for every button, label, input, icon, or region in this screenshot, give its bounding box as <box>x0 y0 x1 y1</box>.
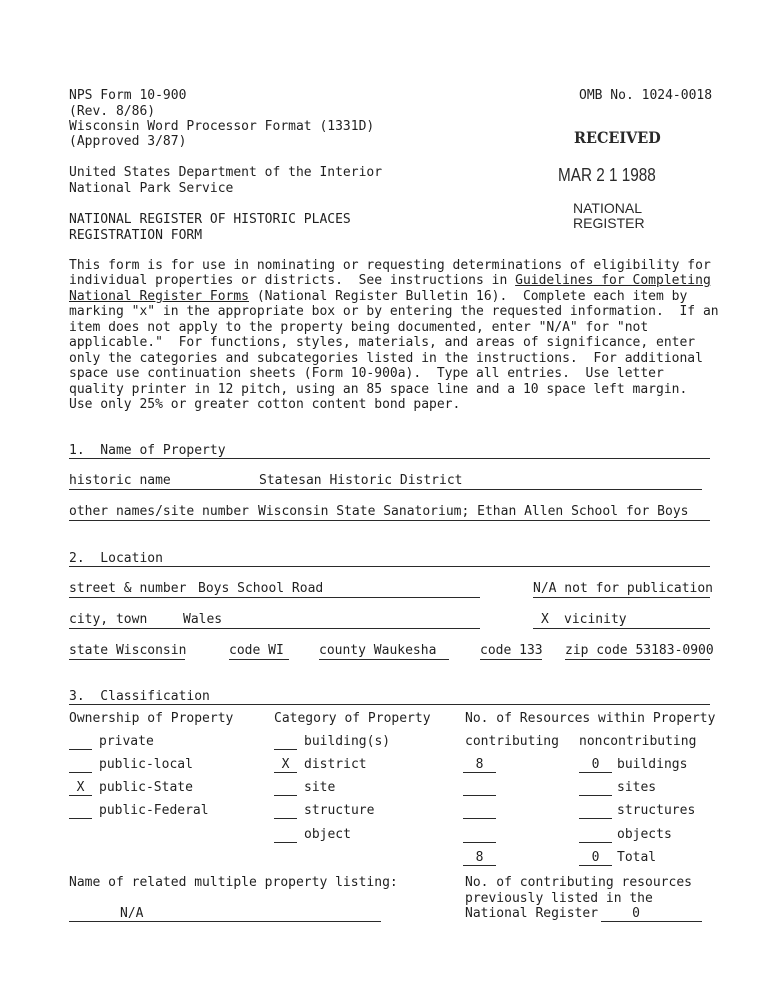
category-label: structure <box>304 803 375 818</box>
field-line <box>69 597 480 598</box>
noncontributing-count[interactable]: 0 <box>591 757 600 772</box>
resource-type-label: Total <box>617 850 657 865</box>
checkbox-line <box>274 749 297 750</box>
form-format: Wisconsin Word Processor Format (1331D) <box>69 119 375 134</box>
guidelines-title: National Register Forms <box>69 289 250 304</box>
county-code-field[interactable]: code 133 <box>480 643 543 658</box>
previously-listed-label: No. of contributing resources <box>465 875 692 890</box>
county-field[interactable]: county Waukesha <box>319 643 437 658</box>
instructions-line: Use only 25% or greater cotton content bond paper. <box>69 397 461 412</box>
field-line <box>69 628 480 629</box>
count-line <box>463 865 496 866</box>
field-line <box>480 659 542 660</box>
checkbox-line <box>69 749 92 750</box>
agency-department: United States Department of the Interior <box>69 165 383 180</box>
section-3-heading: 3. Classification <box>69 689 210 704</box>
instructions-line: item does not apply to the property being documented, enter "N/A" for "not <box>69 320 649 335</box>
vicinity-label: vicinity <box>564 612 627 627</box>
resource-type-label: sites <box>617 780 657 795</box>
instructions-line <box>69 289 687 304</box>
count-line <box>463 795 496 796</box>
field-line <box>601 921 702 922</box>
instructions-line: marking "x" in the appropriate box or by entering the requested information. If an <box>69 304 719 319</box>
city-field[interactable]: Wales <box>183 612 223 627</box>
checkbox-line <box>274 818 297 819</box>
category-label: building(s) <box>304 734 391 749</box>
count-line <box>579 818 612 819</box>
form-subtitle: REGISTRATION FORM <box>69 228 203 243</box>
form-number: NPS Form 10-900 <box>69 88 187 103</box>
section-rule <box>69 566 710 567</box>
vicinity-checkbox[interactable]: X <box>541 612 549 627</box>
category-header: Category of Property <box>274 711 431 726</box>
stamp-national: NATIONAL <box>573 200 642 216</box>
category-label: object <box>304 827 351 842</box>
contributing-total[interactable]: 8 <box>475 850 484 865</box>
field-line <box>69 520 710 521</box>
ownership-label: public-State <box>99 780 193 795</box>
ownership-label: public-Federal <box>99 803 209 818</box>
checkbox-line <box>69 772 92 773</box>
contributing-count[interactable]: 8 <box>475 757 484 772</box>
city-label: city, town <box>69 612 148 627</box>
section-rule <box>69 704 710 705</box>
section-1-heading: 1. Name of Property <box>69 443 226 458</box>
checkbox-line <box>274 842 297 843</box>
count-line <box>579 772 612 773</box>
instructions-line: quality printer in 12 pitch, using an 85 space line and a 10 space left margin. <box>69 382 688 397</box>
form-title: NATIONAL REGISTER OF HISTORIC PLACES <box>69 212 351 227</box>
other-names-label: other names/site number <box>69 504 250 519</box>
instructions-line: applicable." For functions, styles, materials, and areas of significance, enter <box>69 335 696 350</box>
section-2-heading: 2. Location <box>69 551 163 566</box>
ownership-label: public-local <box>99 757 193 772</box>
field-line <box>533 597 710 598</box>
historic-name-label: historic name <box>69 473 171 488</box>
resource-type-label: structures <box>617 803 696 818</box>
field-line <box>69 659 185 660</box>
category-label: district <box>304 757 367 772</box>
ownership-checkbox[interactable]: X <box>76 780 85 795</box>
agency-service: National Park Service <box>69 181 234 196</box>
guidelines-title: Guidelines for Completing <box>515 273 711 288</box>
previously-listed-field[interactable]: 0 <box>632 906 640 921</box>
ownership-header: Ownership of Property <box>69 711 234 726</box>
noncontributing-total[interactable]: 0 <box>591 850 600 865</box>
count-line <box>463 772 496 773</box>
stamp-register: REGISTER <box>573 215 645 231</box>
resource-type-label: buildings <box>617 757 688 772</box>
other-names-field[interactable]: Wisconsin State Sanatorium; Ethan Allen School for Boys <box>258 504 689 519</box>
zip-code-field[interactable]: zip code 53183-0900 <box>565 643 714 658</box>
state-code-field[interactable]: code WI <box>229 643 284 658</box>
street-label: street & number <box>69 581 187 596</box>
multiple-property-field[interactable]: N/A <box>120 906 144 921</box>
count-line <box>579 842 612 843</box>
multiple-property-label: Name of related multiple property listing: <box>69 875 398 890</box>
resource-type-label: objects <box>617 827 672 842</box>
count-line <box>579 795 612 796</box>
section-rule <box>69 458 710 459</box>
not-for-publication-label[interactable]: N/A not for publication <box>533 581 714 596</box>
ownership-label: private <box>99 734 154 749</box>
form-approved: (Approved 3/87) <box>69 134 187 149</box>
field-line <box>69 921 381 922</box>
count-line <box>463 842 496 843</box>
noncontributing-header: noncontributing <box>579 734 697 749</box>
instructions-line: This form is for use in nominating or requesting determinations of eligibility for <box>69 258 711 273</box>
previously-listed-label: previously listed in the <box>465 891 653 906</box>
count-line <box>579 865 612 866</box>
stamp-received: RECEIVED <box>574 128 661 147</box>
instructions-line: space use continuation sheets (Form 10-900a). Type all entries. Use letter <box>69 366 664 381</box>
state-field[interactable]: state Wisconsin <box>69 643 187 658</box>
resources-header: No. of Resources within Property <box>465 711 716 726</box>
form-revision: (Rev. 8/86) <box>69 104 156 119</box>
historic-name-field[interactable]: Statesan Historic District <box>259 473 463 488</box>
checkbox-line <box>274 795 297 796</box>
field-line <box>565 659 710 660</box>
count-line <box>463 818 496 819</box>
checkbox-line <box>69 818 92 819</box>
previously-listed-label: National Register <box>465 906 599 921</box>
stamp-date: MAR 2 1 1988 <box>558 165 656 185</box>
field-line <box>229 659 289 660</box>
field-line <box>69 489 702 490</box>
instructions-line: only the categories and subcategories listed in the instructions. For additional <box>69 351 703 366</box>
checkbox-line <box>274 772 297 773</box>
field-line <box>319 659 449 660</box>
instructions-text: individual properties or districts. See instructions in <box>69 273 516 288</box>
street-field[interactable]: Boys School Road <box>198 581 324 596</box>
instructions-text: (National Register Bulletin 16). Complete each item by <box>249 289 688 304</box>
instructions-line <box>69 273 711 288</box>
contributing-header: contributing <box>465 734 559 749</box>
category-label: site <box>304 780 336 795</box>
field-line <box>533 628 710 629</box>
checkbox-line <box>69 795 92 796</box>
omb-number: OMB No. 1024-0018 <box>579 88 713 103</box>
category-checkbox[interactable]: X <box>281 757 290 772</box>
